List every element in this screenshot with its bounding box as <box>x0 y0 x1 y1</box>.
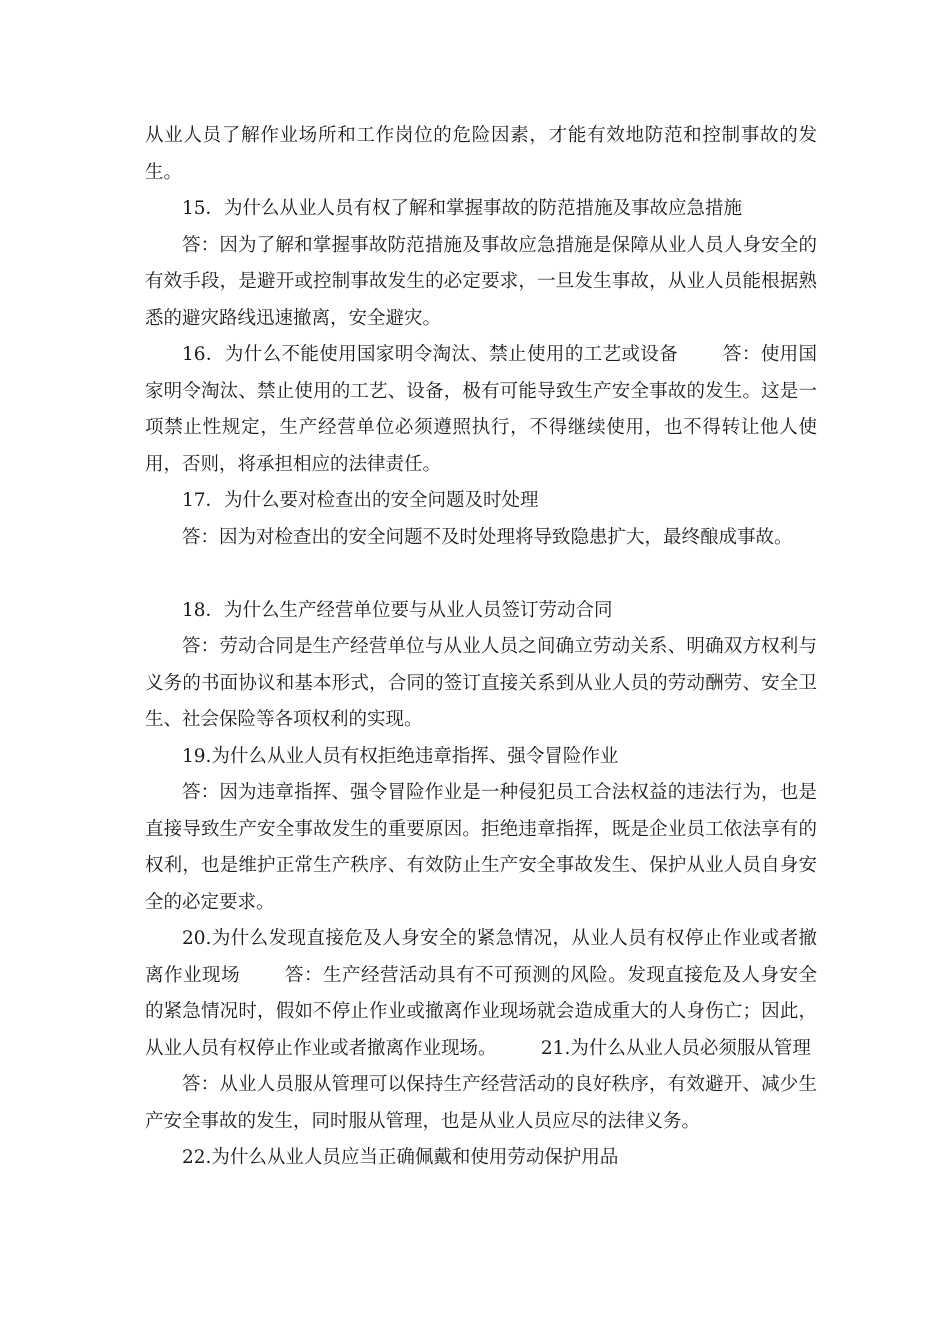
question-21: 21.为什么从业人员必须服从管理 <box>540 1037 811 1059</box>
answer-17: 答：因为对检查出的安全问题不及时处理将导致隐患扩大，最终酿成事故。 <box>182 526 793 548</box>
answer-19: 答：因为违章指挥、强令冒险作业是一种侵犯员工合法权益的违法行为，也是直接导致生产安全事故发生的重要原因。拒绝违章指挥，既是企业员工依法享有的权利，也是维护正常生产秩序、有效防止生产安全事故发生、保护从业人员自身安全的必定要求。 <box>145 782 817 913</box>
question-answer-16 <box>145 337 817 483</box>
question-17: 17．为什么要对检查出的安全问题及时处理 <box>182 490 539 511</box>
document-body <box>145 118 817 1177</box>
question-20: 20.为什么发现直接危及人身安全的紧急情况，从业人员有权停止作业或者撤离作业现场 <box>145 928 817 986</box>
question-16: 16．为什么不能使用国家明令淘汰、禁止使用的工艺或设备 <box>182 344 679 365</box>
answer-16: 答：使用国家明令淘汰、禁止使用的工艺、设备，极有可能导致生产安全事故的发生。这是一项禁止性规定，生产经营单位必须遵照执行，不得继续使用，也不得转让他人使用，否则，将承担相应的法律责任。 <box>145 344 817 475</box>
answer-21: 答：从业人员服从管理可以保持生产经营活动的良好秩序，有效避开、减少生产安全事故的发生，同时服从管理，也是从业人员应尽的法律义务。 <box>145 1074 817 1132</box>
question-answer-20-21 <box>145 921 817 1067</box>
intro-paragraph: 从业人员了解作业场所和工作岗位的危险因素，才能有效地防范和控制事故的发生。 <box>145 125 817 183</box>
blank-line <box>145 556 817 593</box>
question-19: 19.为什么从业人员有权拒绝违章指挥、强令冒险作业 <box>182 745 619 767</box>
answer-18: 答：劳动合同是生产经营单位与从业人员之间确立劳动关系、明确双方权利与义务的书面协议和基本形式，合同的签订直接关系到从业人员的劳动酬劳、安全卫生、社会保险等各项权利的实现。 <box>145 636 817 730</box>
question-15: 15．为什么从业人员有权了解和掌握事故的防范措施及事故应急措施 <box>182 198 743 219</box>
answer-15: 答：因为了解和掌握事故防范措施及事故应急措施是保障从业人员人身安全的有效手段，是避开或控制事故发生的必定要求，一旦发生事故，从业人员能根据熟悉的避灾路线迅速撤离，安全避灾。 <box>145 234 817 329</box>
question-18: 18．为什么生产经营单位要与从业人员签订劳动合同 <box>182 599 613 621</box>
answer-20: 答：生产经营活动具有不可预测的风险。发现直接危及人身安全的紧急情况时，假如不停止作业或撤离作业现场就会造成重大的人身伤亡；因此，从业人员有权停止作业或者撤离作业现场。 <box>145 964 817 1059</box>
question-22: 22.为什么从业人员应当正确佩戴和使用劳动保护用品 <box>182 1147 619 1168</box>
